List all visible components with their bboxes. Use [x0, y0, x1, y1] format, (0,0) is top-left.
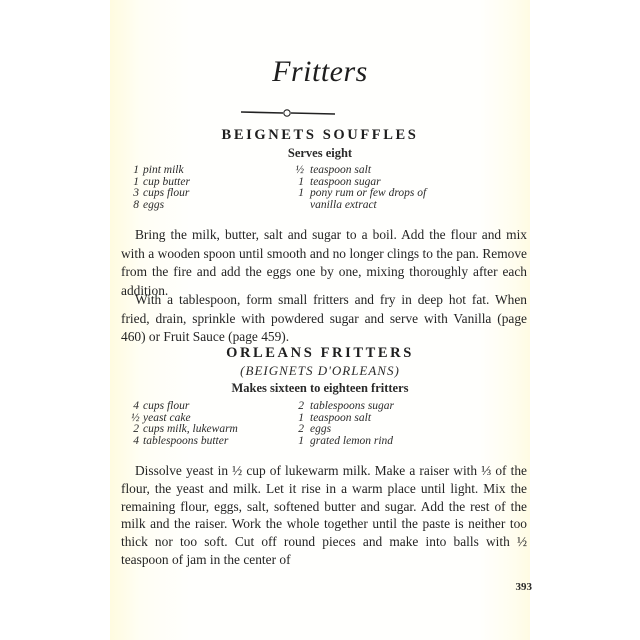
ingredients-right	[290, 401, 394, 447]
ingredient: 3 cups flour	[133, 187, 190, 199]
recipe-yield: Makes sixteen to eighteen fritters	[231, 381, 409, 395]
directions-paragraph: Bring the milk, butter, salt and sugar to a boil. Add the flour and mix with a wooden spoon until smooth and no longer clings to the pan. Remove from the fire and add the eggs one by one, mixing thoroughly after each addition.	[121, 227, 527, 298]
recipe-subtitle: (BEIGNETS D'ORLEANS)	[240, 363, 400, 378]
ingredient: 2 eggs	[298, 423, 332, 435]
ingredient: ½ teaspoon salt	[295, 164, 372, 176]
ingredients-left	[131, 401, 238, 447]
recipe-yield: Serves eight	[287, 146, 353, 160]
ingredient: 1 teaspoon salt	[298, 411, 372, 424]
ingredient: 8 eggs	[133, 198, 165, 211]
ingredient: 4 tablespoons butter	[133, 434, 229, 447]
ingredient: vanilla extract	[310, 198, 377, 211]
page-number: 393	[515, 581, 532, 593]
ingredient: 1 pony rum or few drops of	[298, 187, 427, 199]
recipe-title: ORLEANS FRITTERS	[226, 345, 414, 361]
ingredient: 2 cups milk, lukewarm	[133, 423, 238, 435]
ornament-divider-icon	[241, 106, 335, 120]
ingredient: 1 cup butter	[133, 175, 190, 188]
ingredient: 1 grated lemon rind	[298, 434, 394, 447]
chapter-title: Fritters	[272, 55, 368, 88]
ingredient: 1 pint milk	[133, 164, 184, 176]
directions-paragraph: With a tablespoon, form small fritters and fry in deep hot fat. When fried, drain, sprinkle with powdered sugar and serve with Vanilla (page 460) or Fruit Sauce (page 459).	[121, 292, 527, 344]
ingredient: ½ yeast cake	[131, 411, 191, 424]
ingredients-right	[290, 165, 426, 211]
ingredients-left	[131, 165, 190, 211]
ingredient: 1 teaspoon sugar	[298, 175, 381, 188]
ingredient: 2 tablespoons sugar	[298, 400, 395, 412]
recipe-title: BEIGNETS SOUFFLES	[221, 127, 419, 143]
ingredient: 4 cups flour	[133, 400, 190, 412]
directions-paragraph: Dissolve yeast in ½ cup of lukewarm milk. Make a raiser with ⅓ of the flour, the yeast and milk. Let it rise in a warm place until light. Mix the remaining flour, eggs, salt, softened butter and sugar. Add the rest of the milk and the raiser. Work the whole together until the paste is neither too thick nor too soft. Cut off round pieces and make into balls with ½ teaspoon of jam in the center of	[121, 463, 527, 567]
